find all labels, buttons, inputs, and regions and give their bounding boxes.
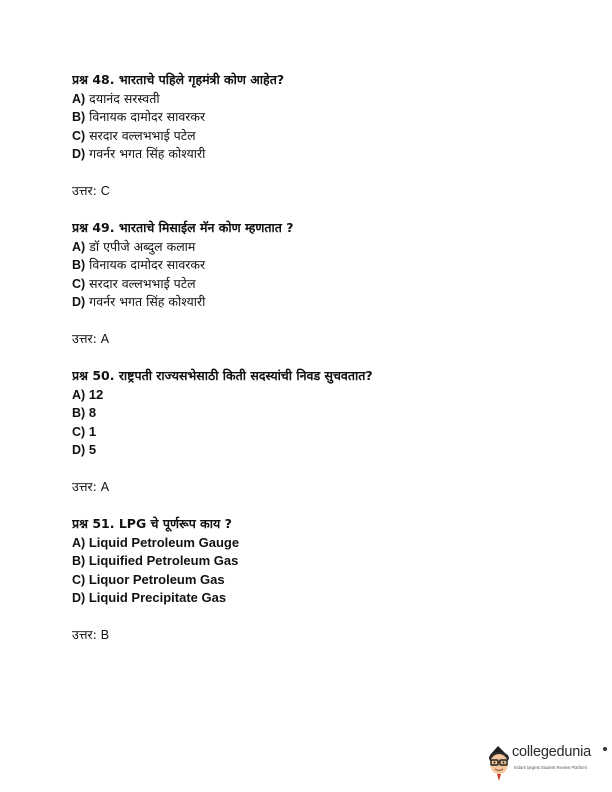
answer-49: उत्तर: A [72, 331, 110, 346]
option-b: B) Liquified Petroleum Gas [72, 553, 239, 568]
question-text: प्रश्न 49. भारताचे मिसाईल मॅन कोण म्हणतात ? [72, 220, 294, 235]
question-number: 49. [92, 220, 115, 235]
question-number: 48. [92, 72, 115, 87]
question-text: प्रश्न 51. LPG चे पूर्णरूप काय ? [72, 516, 232, 531]
option-b: B) 8 [72, 405, 97, 420]
option-b: B) विनायक दामोदर सावरकर [72, 109, 206, 124]
option-a: A) 12 [72, 386, 104, 402]
option-a: A) दयानंद सरस्वती [72, 90, 160, 106]
question-48 [72, 71, 592, 164]
option-d: D) 5 [72, 442, 97, 457]
option-d: D) गवर्नर भगत सिंह कोश्यारी [72, 294, 206, 309]
logo-tagline: India's largest Student Review Platform [514, 765, 587, 770]
logo-wordmark: collegedunia [512, 744, 592, 760]
mascot-tie [497, 774, 501, 781]
option-c: C) सरदार वल्लभभाई पटेल [72, 275, 196, 291]
option-c: C) सरदार वल्लभभाई पटेल [72, 127, 196, 143]
answer-50: उत्तर: A [72, 479, 110, 494]
option-d: D) Liquid Precipitate Gas [72, 590, 227, 605]
trademark-dot [603, 747, 607, 751]
option-a: A) डॉ एपीजे अब्दुल कलाम [72, 238, 196, 254]
option-d: D) गवर्नर भगत सिंह कोश्यारी [72, 146, 206, 161]
mascot-icon [489, 746, 509, 781]
option-a: A) Liquid Petroleum Gauge [72, 534, 240, 550]
question-number: 51. [92, 516, 115, 531]
question-text: प्रश्न 50. राष्ट्रपती राज्यसभेसाठी किती सदस्यांची निवड सुचवतात? [72, 368, 373, 383]
question-51 [72, 515, 592, 608]
question-text: प्रश्न 48. भारताचे पहिले गृहमंत्री कोण आहेत? [72, 72, 285, 87]
option-b: B) विनायक दामोदर सावरकर [72, 257, 206, 272]
option-c: C) 1 [72, 423, 97, 439]
answer-48: उत्तर: C [72, 183, 110, 198]
question-50 [72, 367, 592, 460]
option-c: C) Liquor Petroleum Gas [72, 571, 225, 587]
question-49 [72, 219, 592, 312]
question-number: 50. [92, 368, 115, 383]
answer-51: उत्तर: B [72, 627, 110, 642]
